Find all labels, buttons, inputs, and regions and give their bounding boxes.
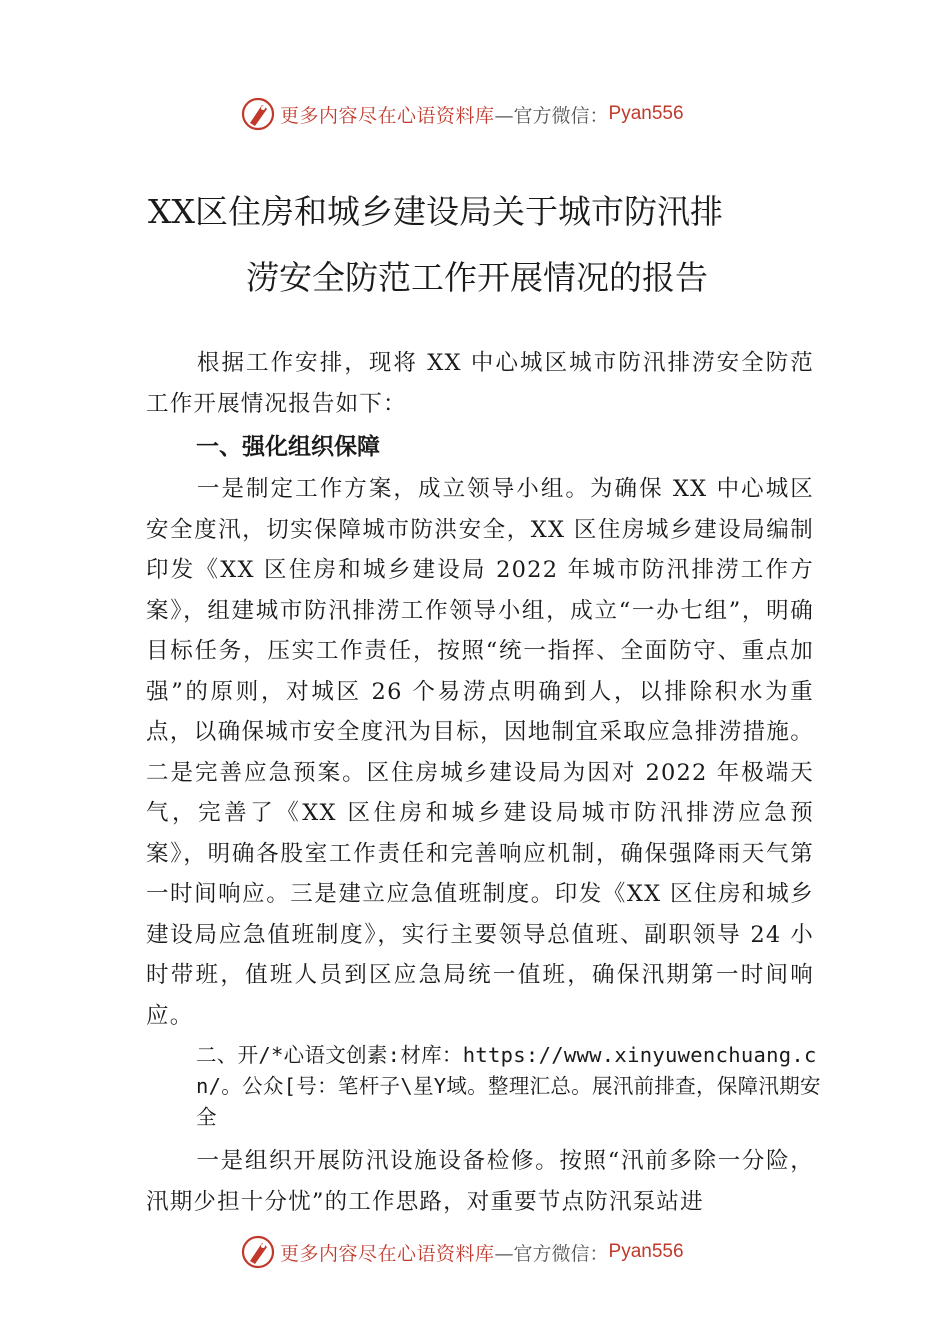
banner-separator: —官方微信： (494, 1242, 609, 1265)
banner-text: 更多内容尽在心语资料库 (280, 1242, 495, 1265)
banner-contact: Pyan556 (608, 103, 684, 124)
banner-separator: —官方微信： (494, 104, 609, 127)
section1-body (146, 469, 814, 1036)
section2-body (146, 1141, 814, 1222)
document-title-line1: XX区住房和城乡建设局关于城市防汛排 (148, 192, 723, 231)
intro-paragraph (146, 343, 814, 424)
pen-nib-logo-icon (240, 96, 276, 132)
section1-body-text: 一是制定工作方案，成立领导小组。为确保 XX 中心城区安全度汛，切实保障城市防洪安全，XX 区住房城乡建设局编制印发《XX 区住房和城乡建设局 2022 年城市防汛排涝工作方案》，组建城市防汛排涝工作领导小组，成立“一办七组”，明确目标任务，压实工作责任，按照“统一指挥、全面防守、重点加强”的原则，对城区 26 个易涝点明确到人，以排除积水为重点，以确保城市安全度汛为目标，因地制宜采取应急排涝措施。二是完善应急预案。区住房城乡建设局为因对 2022 年极端天气，完善了《XX 区住房和城乡建设局城市防汛排涝应急预案》，明确各股室工作责任和完善响应机制，确保强降雨天气第一时间响应。三是建立应急值班制度。印发《XX 区住房和城乡建设局应急值班制度》，实行主要领导总值班、副职领导 24 小时带班，值班人员到区应急局统一值班，确保汛期第一时间响应。 (146, 476, 814, 1029)
section2-heading: 二、开/*心语文创素:材库：https://www.xinyuwenchuang.cn/。公众[号：笔杆子\星Y域。整理汇总。展汛前排查，保障汛期安全 (196, 1043, 821, 1129)
footer-banner (240, 1232, 740, 1272)
intro-text: 根据工作安排，现将 XX 中心城区城市防汛排涝安全防范工作开展情况报告如下： (146, 350, 814, 417)
banner-contact: Pyan556 (608, 1241, 684, 1262)
header-banner (240, 94, 740, 134)
section2-body-text: 一是组织开展防汛设施设备检修。按照“汛前多除一分险，汛期少担十分忧”的工作思路，对重要节点防汛泵站进 (146, 1148, 814, 1215)
document-title-line2: 涝安全防范工作开展情况的报告 (246, 258, 708, 297)
section1-heading: 一、强化组织保障 (196, 434, 380, 460)
pen-nib-logo-icon (240, 1234, 276, 1270)
banner-text: 更多内容尽在心语资料库 (280, 104, 495, 127)
